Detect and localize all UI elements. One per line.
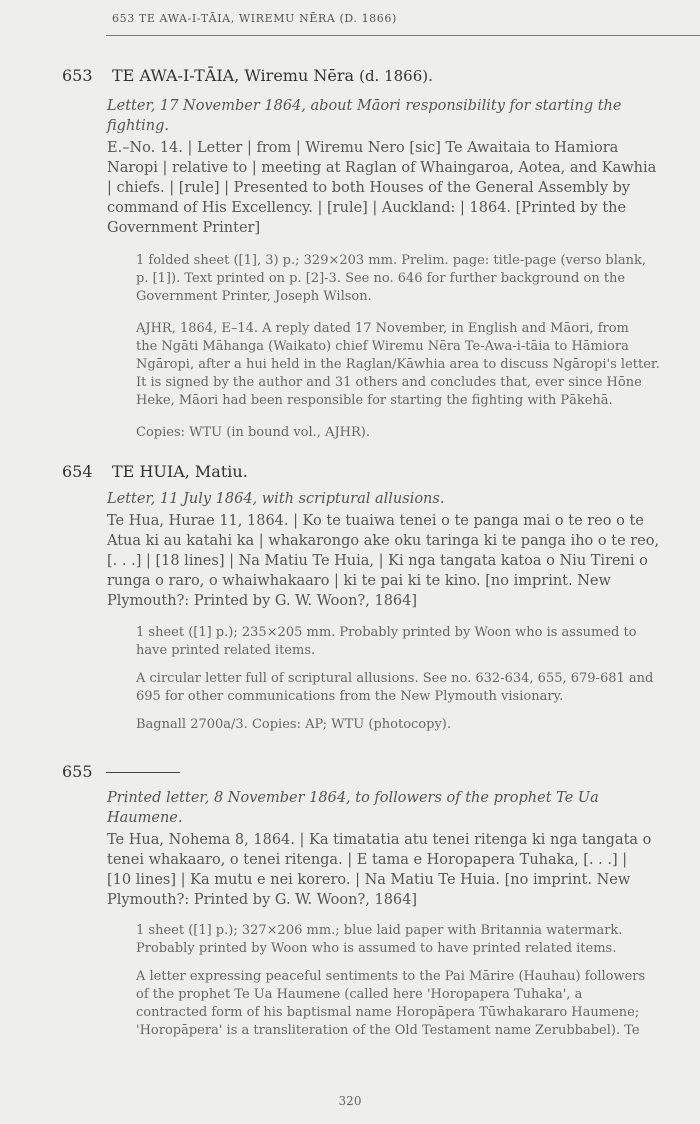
note-line: It is signed by the author and 31 others and concludes that, ever since Hōne (136, 375, 642, 390)
note-line: A circular letter full of scriptural allusions. See no. 632-634, 655, 679-681 and (136, 671, 654, 686)
title-line: fighting. (107, 118, 169, 134)
transcript-line: Atua ki au katahi ka | whakarongo ake oku taringa ki te panga iho o te reo, (107, 533, 660, 549)
entry-number: 653 (62, 66, 93, 85)
transcript-line: Plymouth?: Printed by G. W. Woon?, 1864] (107, 892, 418, 908)
transcript-line: runga o raro, o whaiwhakaaro | ki te pai ki te kino. [no imprint. New (107, 573, 611, 589)
note-line: 1 folded sheet ([1], 3) p.; 329×203 mm. Prelim. page: title-page (verso blank, (136, 253, 647, 268)
entry-transcript (107, 138, 690, 238)
transcript-line: tenei whakaaro, o tenei ritenga. | E tama e Horopapera Tuhaka, [. . .] | (107, 852, 628, 868)
physical-description (136, 922, 690, 958)
note-line: the Ngāti Māhanga (Waikato) chief Wiremu Nēra Te-Awa-i-tāia to Hāmiora (136, 339, 629, 354)
entry-heading (112, 66, 433, 85)
commentary (136, 320, 690, 410)
entry-title (107, 489, 672, 509)
physical-description (136, 624, 690, 660)
transcript-line: Government Printer] (107, 220, 261, 236)
transcript-line: [. . .] | [18 lines] | Na Matiu Te Huia, | Ki nga tangata katoa o Niu Tireni o (107, 553, 648, 569)
header-rule (106, 35, 700, 36)
note-line: 695 for other communications from the New Plymouth visionary. (136, 689, 564, 704)
title-line: Letter, 17 November 1864, about Māori responsibility for starting the (107, 98, 622, 114)
note-line: have printed related items. (136, 643, 316, 658)
commentary (136, 670, 690, 706)
entry-transcript (107, 511, 690, 611)
transcript-line: | chiefs. | [rule] | Presented to both Houses of the General Assembly by (107, 180, 631, 196)
note-line: AJHR, 1864, E–14. A reply dated 17 November, in English and Māori, from (136, 321, 629, 336)
note-line: A letter expressing peaceful sentiments to the Pai Mārire (Hauhau) followers (136, 969, 646, 984)
entry-heading (112, 462, 248, 481)
entry-transcript (107, 830, 690, 910)
note-line: Probably printed by Woon who is assumed to have printed related items. (136, 941, 617, 956)
transcript-line: Te Hua, Nohema 8, 1864. | Ka timatatia atu tenei ritenga ki nga tangata o (107, 832, 652, 848)
copies (136, 424, 690, 442)
page-number: 320 (338, 1094, 362, 1108)
transcript-line: Te Hua, Hurae 11, 1864. | Ko te tuaiwa tenei o te panga mai o te reo o te (107, 513, 644, 529)
transcript-line: Naropi | relative to | meeting at Raglan of Whaingaroa, Aotea, and Kawhia (107, 160, 657, 176)
running-head: 653 TE AWA-I-TĀIA, WIREMU NĒRA (D. 1866) (112, 12, 397, 25)
note-line: 1 sheet ([1] p.); 327×206 mm.; blue laid paper with Britannia watermark. (136, 923, 623, 938)
note-line: Ngāropi, after a hui held in the Raglan/Kāwhia area to discuss Ngāropi's letter. (136, 357, 660, 372)
entry-title (107, 96, 672, 136)
note-line: 1 sheet ([1] p.); 235×205 mm. Probably printed by Woon who is assumed to (136, 625, 637, 640)
note-line: Copies: WTU (in bound vol., AJHR). (136, 425, 370, 440)
title-line: Letter, 11 July 1864, with scriptural allusions. (107, 491, 445, 507)
entry-number: 654 (62, 462, 93, 481)
note-line: Bagnall 2700a/3. Copies: AP; WTU (photocopy). (136, 717, 452, 732)
physical-description (136, 252, 690, 306)
note-line: 'Horopāpera' is a transliteration of the Old Testament name Zerubbabel). Te (136, 1023, 640, 1038)
entry-author: TE AWA-I-TĀIA, Wiremu Nēra (112, 66, 354, 85)
title-line: Haumene. (107, 810, 183, 826)
title-line: Printed letter, 8 November 1864, to followers of the prophet Te Ua (107, 790, 599, 806)
entry-number: 655 (62, 762, 93, 781)
transcript-line: [10 lines] | Ka mutu e nei korero. | Na Matiu Te Huia. [no imprint. New (107, 872, 631, 888)
note-line: p. [1]). Text printed on p. [2]-3. See no. 646 for further background on the (136, 271, 626, 286)
entry-title (107, 788, 672, 828)
note-line: Government Printer, Joseph Wilson. (136, 289, 372, 304)
entry-author-dates: (d. 1866). (359, 67, 433, 85)
entry-author: TE HUIA, Matiu. (112, 462, 248, 481)
commentary (136, 968, 690, 1040)
note-line: of the prophet Te Ua Haumene (called here 'Horopapera Tuhaka', a (136, 987, 583, 1002)
same-author-dash (106, 772, 180, 773)
copies (136, 716, 690, 734)
note-line: Heke, Māori had been responsible for starting the fighting with Pākehā. (136, 393, 613, 408)
note-line: contracted form of his baptismal name Horopāpera Tūwhakararo Haumene; (136, 1005, 640, 1020)
transcript-line: Plymouth?: Printed by G. W. Woon?, 1864] (107, 593, 418, 609)
transcript-line: command of His Excellency. | [rule] | Auckland: | 1864. [Printed by the (107, 200, 627, 216)
transcript-line: E.–No. 14. | Letter | from | Wiremu Nero [sic] Te Awaitaia to Hamiora (107, 140, 619, 156)
